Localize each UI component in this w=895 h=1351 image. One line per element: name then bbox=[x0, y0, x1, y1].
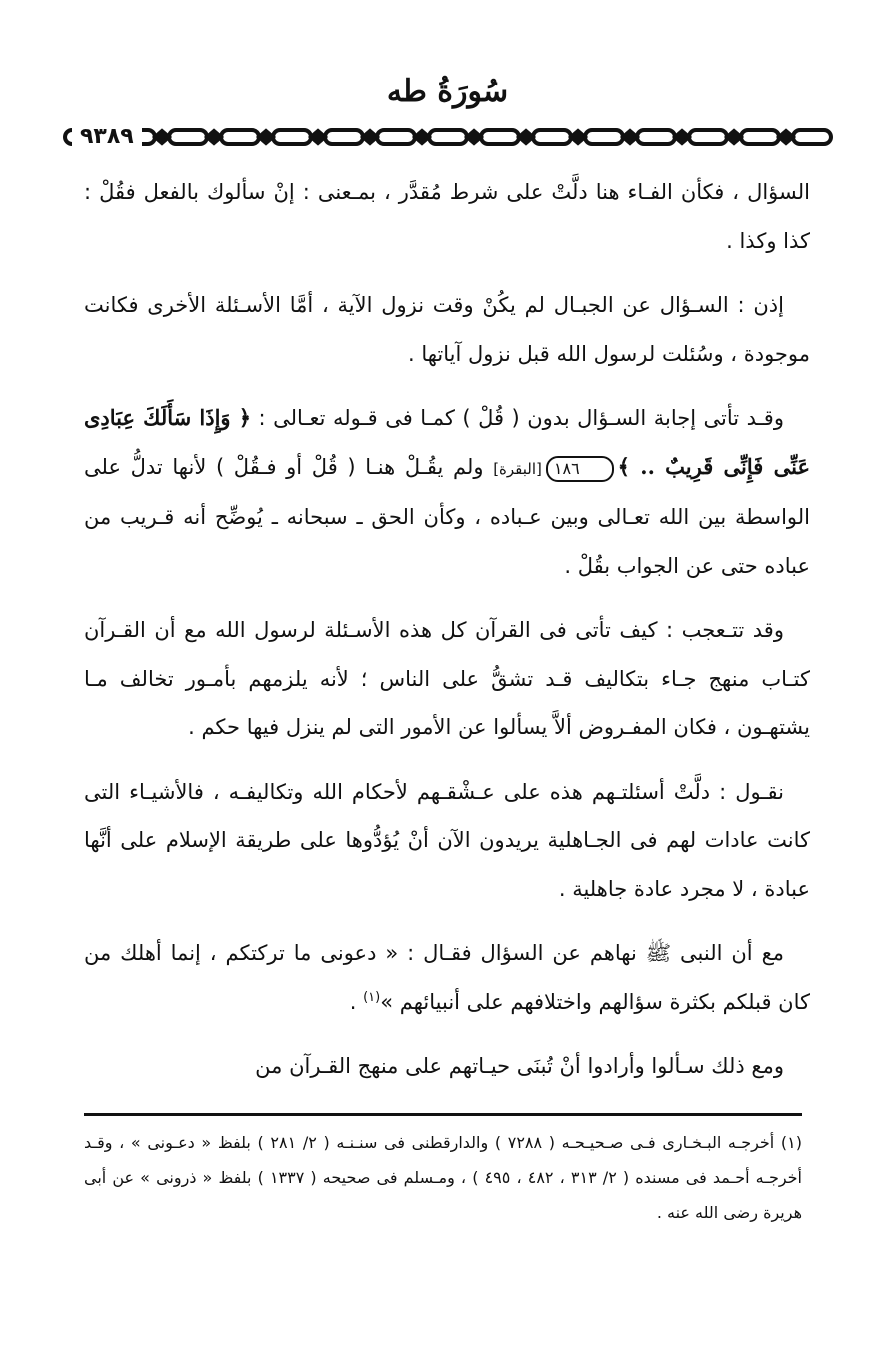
ornament-diamond bbox=[779, 131, 793, 143]
ornament-link bbox=[169, 130, 207, 144]
paragraph-4: وقد تتـعجب : كيف تأتى فى القرآن كل هذه الأسـئلة لرسول الله مع أن القـرآن كتـاب منهج جـاء بتكاليف قـد تشقُّ على الناس ؛ لأنه يلزمهم بأمـور تخالف مـا يشتهـون ، فكان المفـروض ألاَّ يسألوا عن الأمور التى لم ينزل فيها حكم . bbox=[84, 618, 810, 739]
paragraph-6-text: مع أن النبى ﷺ نهاهم عن السؤال فقـال : « دعونى ما تركتكم ، إنما أهلك من كان قبلكم بكثرة سؤالهم واختلافهم على أنبيائهم » bbox=[84, 941, 810, 1014]
ornament-link bbox=[429, 130, 467, 144]
ornament-link bbox=[221, 130, 259, 144]
footnote-marker[interactable]: (١) bbox=[363, 989, 381, 1005]
main-text bbox=[84, 168, 810, 1107]
paragraph-3 bbox=[84, 394, 810, 590]
ornament-link bbox=[481, 130, 519, 144]
paragraph-2: إذن : السـؤال عن الجبـال لم يكُنْ وقت نزول الآية ، أمَّا الأسـئلة الأخرى فكانت موجودة ، وسُئلت لرسول الله قبل نزول آياتها . bbox=[84, 293, 810, 366]
ornament-diamond bbox=[467, 131, 481, 143]
paragraph-5: نقـول : دلَّتْ أسئلتـهم هذه على عـشْقـهم لأحكام الله وتكاليفـه ، فالأشيـاء التى كانت عادات لهم فى الجـاهلية يريدون الآن أنْ يُؤدُّوها على طريقة الإسلام على أنَّها عبادة ، لا مجرد عادة جاهلية . bbox=[84, 779, 810, 901]
ornament-diamond bbox=[207, 131, 221, 143]
ornament-diamond bbox=[727, 131, 741, 143]
ornament-diamond bbox=[675, 131, 689, 143]
paragraph-3-intro: وقـد تأتى إجابة السـؤال بدون ( قُلْ ) كمـا فى قـوله تعـالى : bbox=[258, 406, 784, 430]
surah-reference: [البقرة] bbox=[493, 459, 542, 478]
ornament-border bbox=[58, 122, 838, 152]
footnotes bbox=[84, 1125, 802, 1230]
ornament-link bbox=[741, 130, 779, 144]
ornament-diamond bbox=[259, 131, 273, 143]
ornament-link bbox=[533, 130, 571, 144]
ornament-diamond bbox=[519, 131, 533, 143]
paragraph-3-body: ولم يقُـلْ هنـا ( قُلْ أو فـقُلْ ) لأنها تدلُّ على الواسطة بين الله تعـالى وبين عـباده ، وكأن الحق ـ سبحانه ـ يُوضِّح أنه قـريب من عباده حتى عن الجواب بقُلْ . bbox=[84, 454, 810, 578]
ornament-diamond bbox=[155, 131, 169, 143]
ornament-diamond bbox=[623, 131, 637, 143]
ornament-link bbox=[377, 130, 415, 144]
paragraph-6 bbox=[84, 929, 810, 1026]
ornament-diamond bbox=[571, 131, 585, 143]
surah-title: سُورَةُ طه bbox=[386, 74, 509, 109]
paragraph-6-end: . bbox=[349, 989, 364, 1014]
ornament-link bbox=[637, 130, 675, 144]
quran-verse: ﴿ وَإِذَا سَأَلَكَ عِبَادِى عَنِّى فَإِنِّى قَرِيبٌ .. ﴾ bbox=[84, 405, 810, 479]
ornament-diamond bbox=[415, 131, 429, 143]
ornament-link bbox=[273, 130, 311, 144]
ornament-link bbox=[689, 130, 727, 144]
ornament-diamond bbox=[363, 131, 377, 143]
ornament-link bbox=[325, 130, 363, 144]
ornament-diamond bbox=[311, 131, 325, 143]
ayah-number: ١٨٦ bbox=[546, 456, 614, 482]
ornament-link bbox=[585, 130, 623, 144]
page-number: ٩٣٨٩ bbox=[72, 122, 142, 152]
ornament-link bbox=[793, 130, 831, 144]
footnote-1: (١) أخرجـه البـخـارى فـى صـحيـحـه ( ٧٢٨٨ ) والدارقطنى فى سنـنـه ( ٢/ ٢٨١ ) بلفظ « دعـونى » ، وقـد أخرجـه أحـمد فى مسنده ( ٢/ ٣١٣ ، ٤٨٢ ، ٤٩٥ ) ، ومـسلم فى صحيحه ( ١٣٣٧ ) بلفظ « ذرونى » عن أبى هريرة رضى الله عنه . bbox=[84, 1133, 802, 1222]
footnote-divider bbox=[84, 1113, 802, 1116]
paragraph-1: السؤال ، فكأن الفـاء هنا دلَّتْ على شرط مُقدَّر ، بمـعنى : إنْ سألوك بالفعل فقُلْ : كذا وكذا . bbox=[84, 180, 810, 253]
paragraph-7: ومع ذلك سـألوا وأرادوا أنْ تُبنَى حيـاتهم على منهج القـرآن من bbox=[255, 1054, 784, 1078]
